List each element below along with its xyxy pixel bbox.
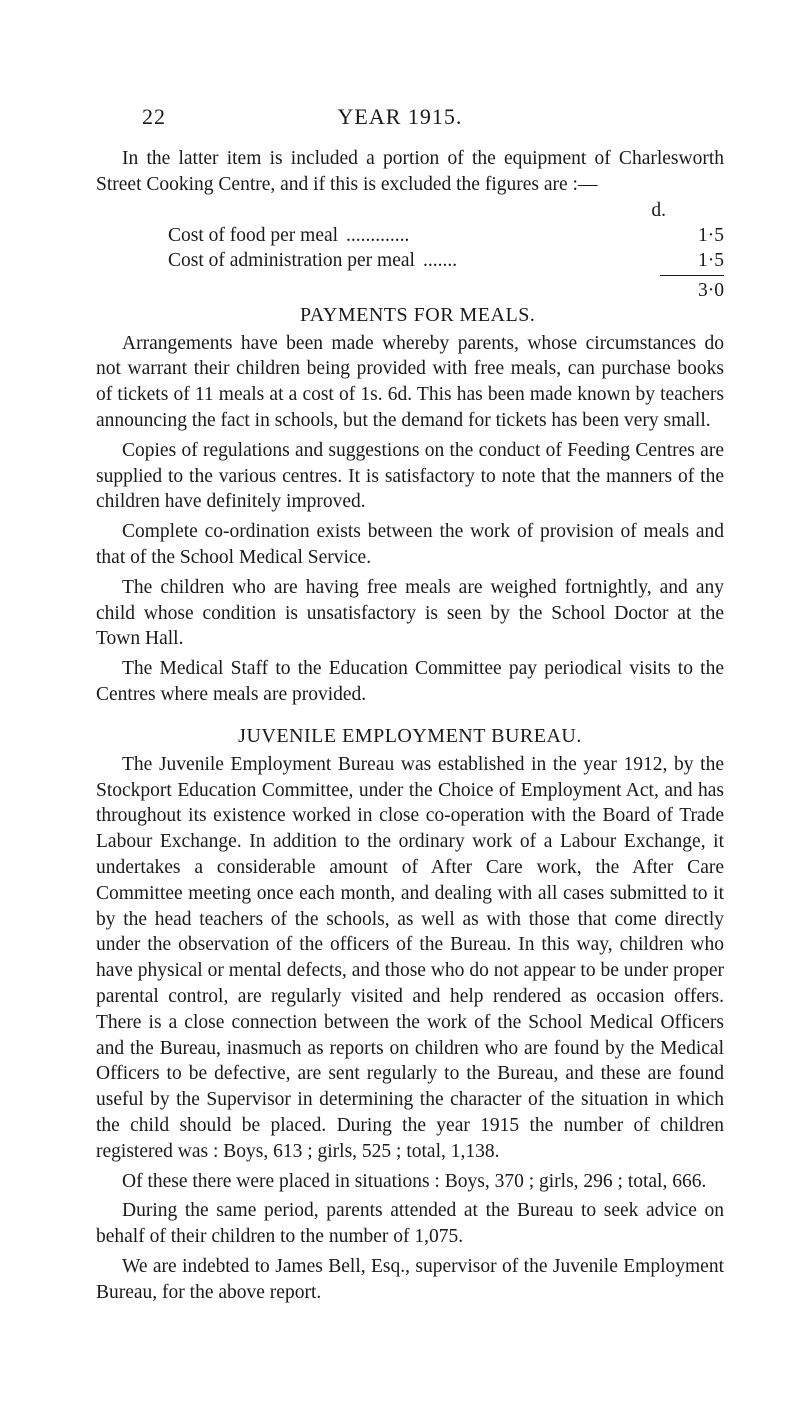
- cost-leader-dots: .......: [422, 249, 458, 271]
- payments-paragraph: Complete co-ordination exists between the work of provision of meals and that of the School Medical Service.: [96, 521, 724, 568]
- bureau-paragraph: We are indebted to James Bell, Esq., supervisor of the Juvenile Employment Bureau, for the above report.: [96, 1255, 724, 1303]
- bureau-paragraph: Of these there were placed in situations : Boys, 370 ; girls, 296 ; total, 666.: [122, 1170, 707, 1192]
- cost-unit: d.: [651, 199, 666, 221]
- cost-leader-dots: .............: [346, 224, 410, 246]
- bureau-paragraph: The Juvenile Employment Bureau was established in the year 1912, by the Stockport Education Committee, under the Choice of Employment Act, and has throughout its existence worked in close co-operation with the Board of Trade Labour Exchange. In addition to the ordinary work of a Labour Exchange, it undertakes a considerable amount of After Care work, the After Care Committee meeting once each month, and dealing with all cases submitted to it by the head teachers of the schools, as well as with those that come directly under the observation of the officers of the Bureau. In this way, children who have physical or mental defects, and those who do not appear to be under proper parental control, are regularly visited and help rendered as occasion offers. There is a close connection between the work of the School Medical Officers and the Bureau, inasmuch as reports on children who are found by the Medical Officers to be defective, are sent regularly to the Bureau, and these are found useful by the Supervisor in determining the character of the situation in which the child should be placed. During the year 1915 the number of children registered was : Boys, 613 ; girls, 525 ; total, 1,138.: [96, 753, 724, 1162]
- payments-paragraph: Arrangements have been made whereby parents, whose circumstances do not warrant their children being provided with free meals, can purchase books of tickets of 11 meals at a cost of 1s. 6d. This has been made known by teachers announcing the fact in schools, but the demand for tickets has been very small.: [96, 332, 724, 431]
- cost-label: Cost of administration per meal: [168, 249, 415, 271]
- cost-total-row: [96, 273, 724, 303]
- cost-row-food: [96, 223, 724, 248]
- cost-total: 3·0: [660, 275, 724, 303]
- section-heading-payments: PAYMENTS FOR MEALS.: [300, 303, 536, 326]
- page-body: [96, 146, 724, 1305]
- bureau-paragraph: During the same period, parents attended at the Bureau to seek advice on behalf of their children to the number of 1,075.: [96, 1200, 724, 1248]
- cost-label: Cost of food per meal: [168, 224, 339, 246]
- section-heading-bureau: JUVENILE EMPLOYMENT BUREAU.: [238, 724, 582, 747]
- cost-value: 1·5: [698, 224, 724, 246]
- running-head: YEAR 1915.: [337, 104, 463, 129]
- page-header: [0, 104, 800, 136]
- payments-paragraph: Copies of regulations and suggestions on the conduct of Feeding Centres are supplied to the various centres. It is satisfactory to note that the manners of the children have definitely improved.: [96, 439, 724, 513]
- cost-value: 1·5: [698, 249, 724, 271]
- cost-table: [96, 198, 724, 303]
- payments-paragraph: The children who are having free meals are weighed fortnightly, and any child whose condition is unsatisfactory is seen by the School Doctor at the Town Hall.: [96, 576, 724, 650]
- page-number: 22: [142, 104, 166, 129]
- intro-paragraph: In the latter item is included a portion of the equipment of Charlesworth Street Cooking Centre, and if this is excluded the figures are :—: [96, 148, 724, 195]
- cost-row-administration: [96, 248, 724, 273]
- payments-paragraph: The Medical Staff to the Education Committee pay periodical visits to the Centres where meals are provided.: [96, 658, 724, 705]
